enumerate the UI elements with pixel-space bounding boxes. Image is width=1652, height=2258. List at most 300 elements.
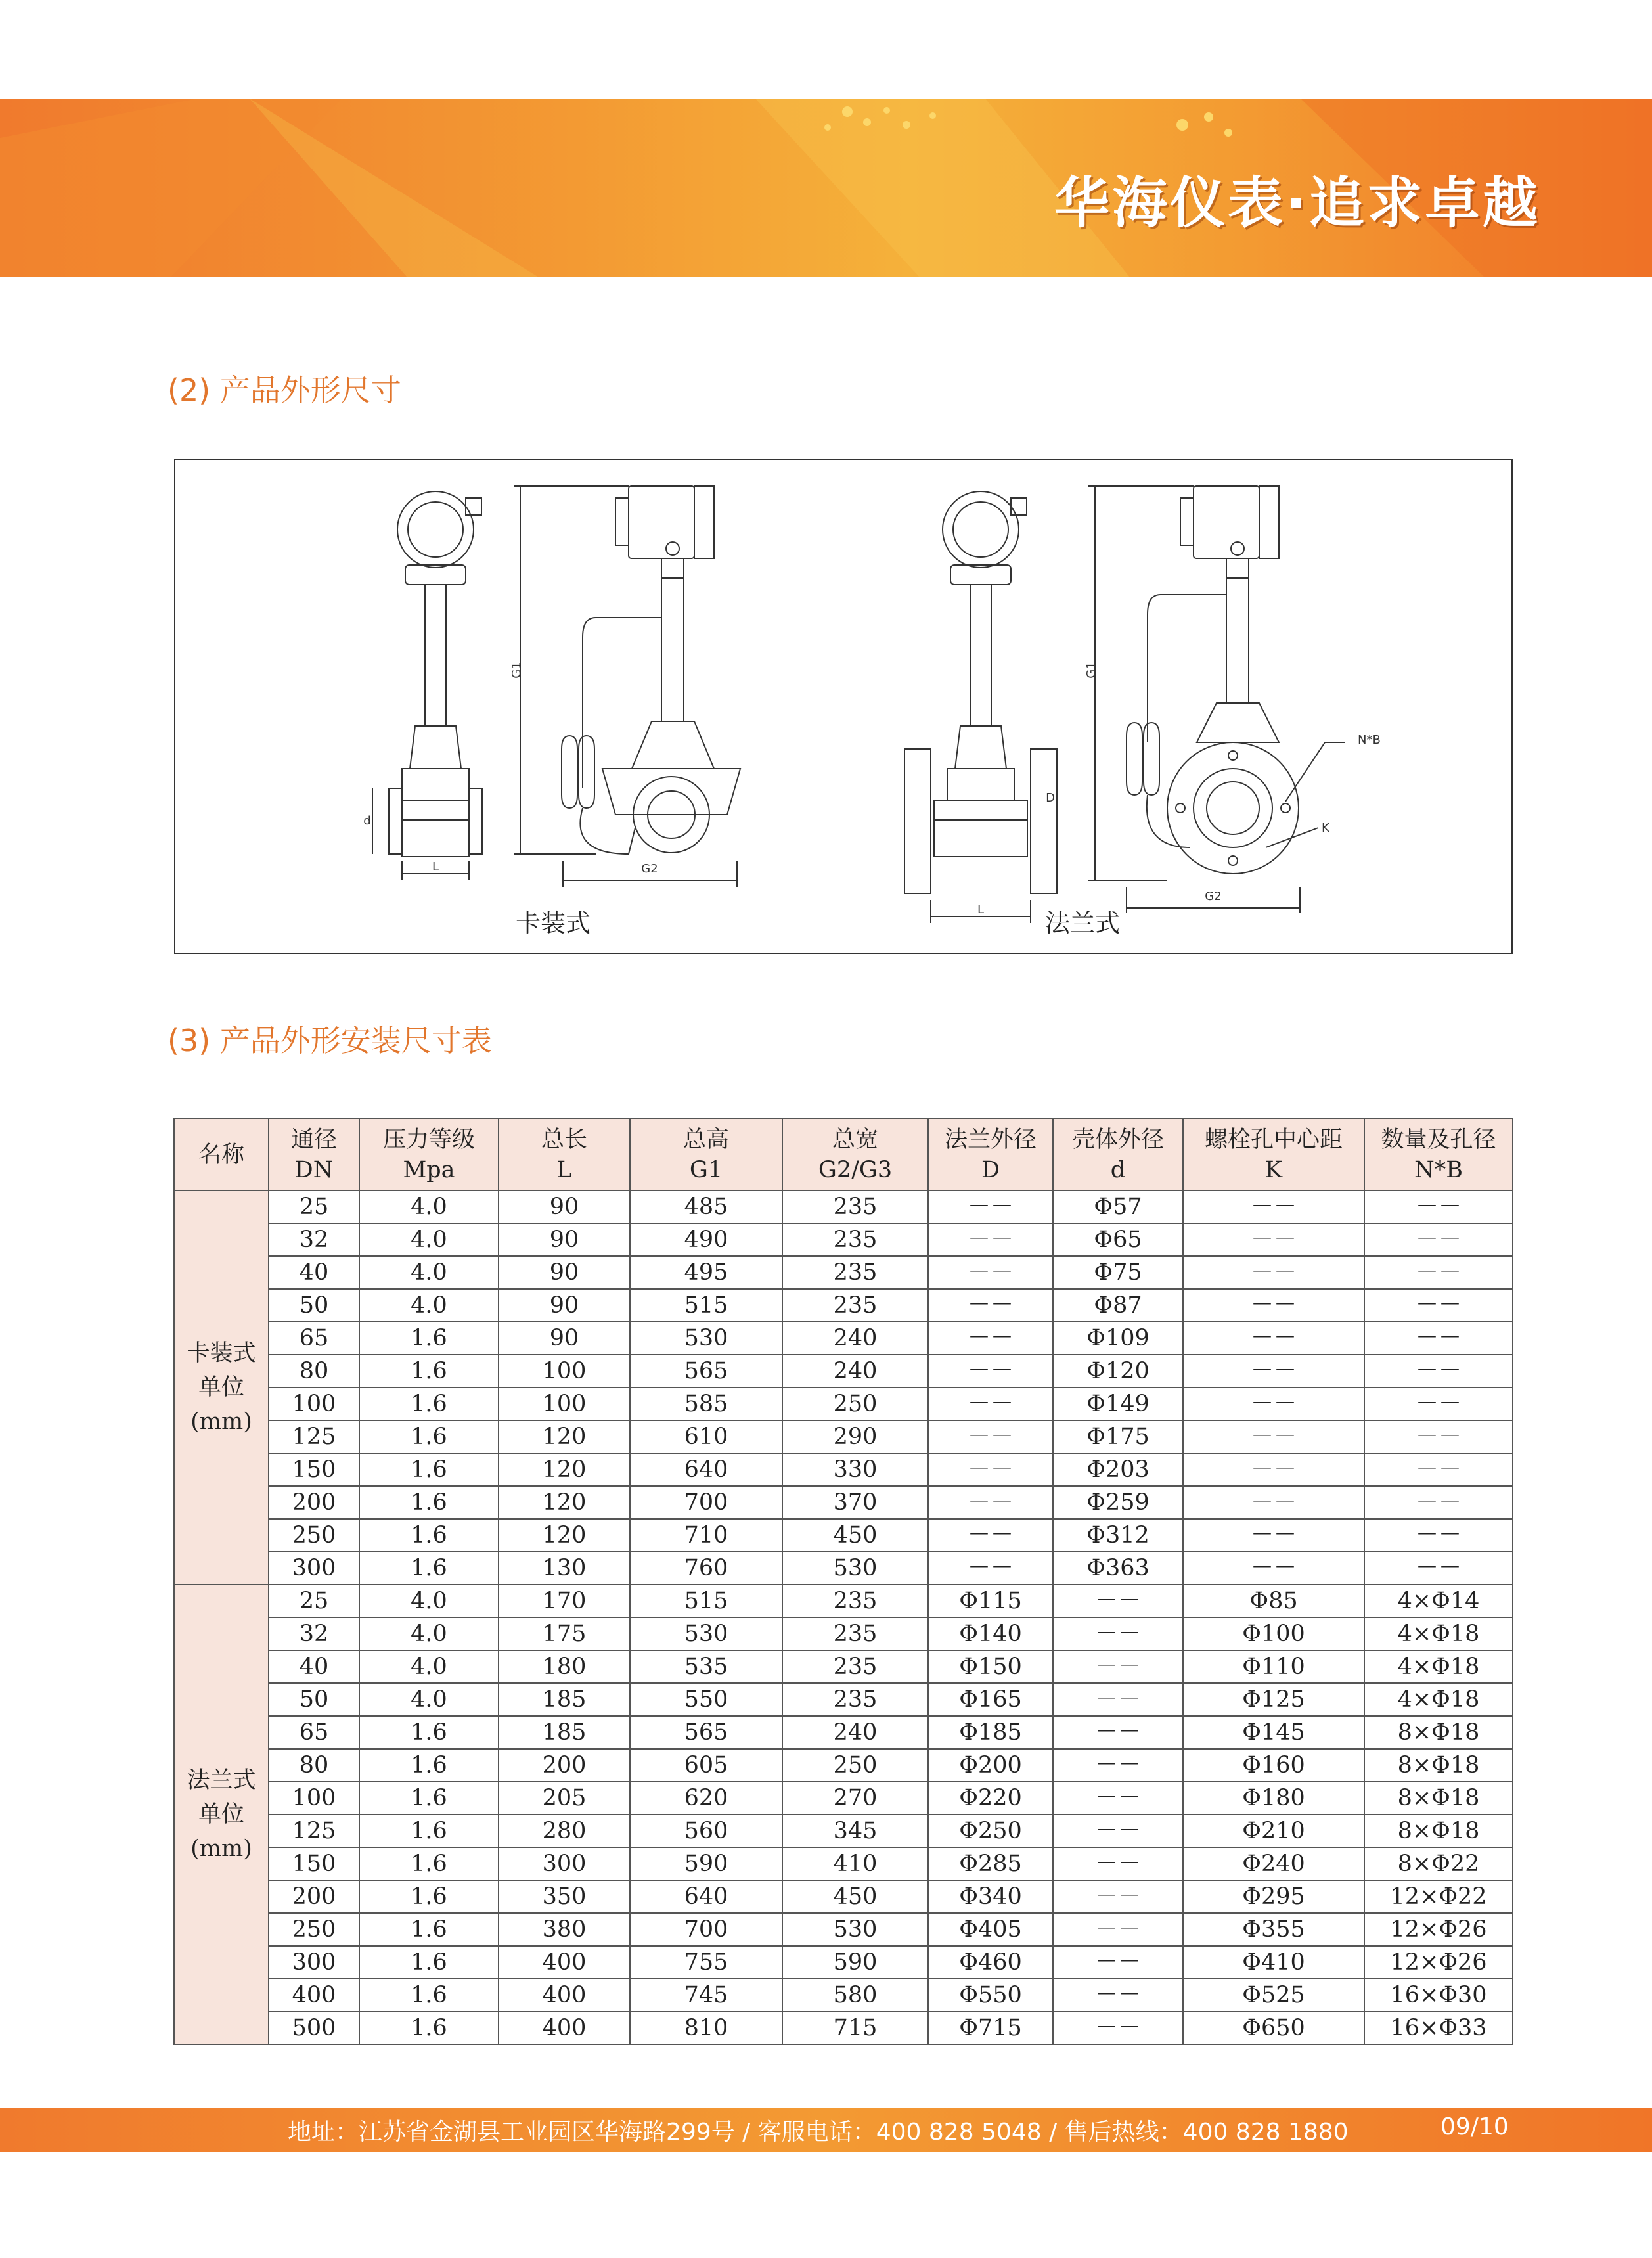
table-cell: 1.6 <box>359 1979 499 2012</box>
table-cell: －－ <box>1053 1946 1183 1979</box>
left-l-label: L <box>432 860 439 874</box>
table-cell: Φ110 <box>1183 1650 1364 1683</box>
table-row <box>174 1256 1513 1289</box>
section-title-install-table: (3) 产品外形安装尺寸表 <box>167 1023 492 1058</box>
table-cell: －－ <box>1364 1519 1513 1552</box>
table-cell: －－ <box>928 1322 1053 1355</box>
table-cell: Φ715 <box>928 2012 1053 2044</box>
table-cell: 4.0 <box>359 1190 499 1223</box>
table-cell: 200 <box>269 1880 359 1913</box>
table-cell: Φ240 <box>1183 1847 1364 1880</box>
table-cell: 495 <box>630 1256 782 1289</box>
table-cell: 180 <box>499 1650 630 1683</box>
table-cell: －－ <box>1053 1815 1183 1847</box>
table-cell: 32 <box>269 1223 359 1256</box>
table-row <box>174 1683 1513 1716</box>
table-cell: －－ <box>1183 1289 1364 1322</box>
table-cell: －－ <box>928 1256 1053 1289</box>
table-cell: Φ175 <box>1053 1420 1183 1453</box>
table-header-cell <box>782 1119 928 1190</box>
table-cell: Φ125 <box>1183 1683 1364 1716</box>
table-cell: 50 <box>269 1683 359 1716</box>
table-cell: Φ109 <box>1053 1322 1183 1355</box>
table-cell: －－ <box>1053 1650 1183 1683</box>
table-cell: 710 <box>630 1519 782 1552</box>
table-header-text: G1 <box>689 1156 723 1183</box>
table-cell: 185 <box>499 1683 630 1716</box>
table-cell: Φ165 <box>928 1683 1053 1716</box>
right-d-label: D <box>1046 791 1055 805</box>
table-cell: 760 <box>630 1552 782 1585</box>
table-row <box>174 1617 1513 1650</box>
left-g2-label: G2 <box>641 862 658 876</box>
table-cell: 565 <box>630 1716 782 1749</box>
table-cell: 1.6 <box>359 1420 499 1453</box>
table-cell: 1.6 <box>359 1815 499 1847</box>
table-cell: 250 <box>269 1913 359 1946</box>
left-d-label: d <box>363 814 371 828</box>
table-cell: －－ <box>1053 1683 1183 1716</box>
table-cell: Φ460 <box>928 1946 1053 1979</box>
table-cell: －－ <box>928 1552 1053 1585</box>
table-cell: 450 <box>782 1880 928 1913</box>
table-cell: 12×Φ26 <box>1364 1913 1513 1946</box>
table-cell: 400 <box>269 1979 359 2012</box>
group-label-line: 法兰式 <box>187 1767 256 1794</box>
table-cell: 90 <box>499 1322 630 1355</box>
table-cell: 235 <box>782 1683 928 1716</box>
table-header-text: N*B <box>1414 1156 1463 1183</box>
table-cell: 235 <box>782 1650 928 1683</box>
table-cell: 755 <box>630 1946 782 1979</box>
table-cell: －－ <box>1364 1223 1513 1256</box>
table-row <box>174 1355 1513 1388</box>
group-label-line: (mm) <box>190 1836 252 1862</box>
table-cell: －－ <box>1364 1552 1513 1585</box>
table-cell: 205 <box>499 1782 630 1815</box>
table-cell: 610 <box>630 1420 782 1453</box>
right-side-flange-circle <box>1167 742 1299 874</box>
table-cell: 90 <box>499 1256 630 1289</box>
table-header-cell <box>1053 1119 1183 1190</box>
table-cell: 1.6 <box>359 1355 499 1388</box>
table-row <box>174 1453 1513 1486</box>
table-cell: Φ120 <box>1053 1355 1183 1388</box>
table-cell: －－ <box>1183 1190 1364 1223</box>
table-header-text: 通径 <box>290 1126 337 1153</box>
table-header-text: K <box>1264 1156 1283 1183</box>
install-dimension-table <box>173 1118 1513 2045</box>
left-front-display-head <box>397 491 474 568</box>
right-g1-label: G1 <box>1084 662 1098 679</box>
table-cell: Φ203 <box>1053 1453 1183 1486</box>
table-header-text: 法兰外径 <box>944 1126 1037 1153</box>
table-cell: 4×Φ14 <box>1364 1585 1513 1617</box>
table-cell: 235 <box>782 1289 928 1322</box>
table-cell: 1.6 <box>359 1913 499 1946</box>
table-cell: 290 <box>782 1420 928 1453</box>
table-row <box>174 1223 1513 1256</box>
table-cell: 235 <box>782 1190 928 1223</box>
table-header-text: Mpa <box>403 1156 455 1183</box>
table-cell: Φ140 <box>928 1617 1053 1650</box>
table-cell: －－ <box>1183 1223 1364 1256</box>
table-cell: 40 <box>269 1256 359 1289</box>
table-header-cell <box>630 1119 782 1190</box>
left-side-housing <box>629 486 694 558</box>
table-cell: 100 <box>499 1388 630 1420</box>
table-cell: 12×Φ26 <box>1364 1946 1513 1979</box>
table-row <box>174 1946 1513 1979</box>
table-cell: 1.6 <box>359 1749 499 1782</box>
table-cell: 515 <box>630 1585 782 1617</box>
table-row <box>174 1782 1513 1815</box>
table-cell: 350 <box>499 1880 630 1913</box>
table-cell: －－ <box>1364 1420 1513 1453</box>
table-cell: －－ <box>1183 1519 1364 1552</box>
table-cell: －－ <box>928 1453 1053 1486</box>
table-header-cell <box>359 1119 499 1190</box>
table-cell: 500 <box>269 2012 359 2044</box>
table-cell: －－ <box>1183 1355 1364 1388</box>
table-cell: 550 <box>630 1683 782 1716</box>
header-slogan: 华海仪表·追求卓越 <box>1054 171 1540 235</box>
table-header-cell <box>174 1119 269 1190</box>
table-cell: 175 <box>499 1617 630 1650</box>
table-cell: 490 <box>630 1223 782 1256</box>
table-cell: 32 <box>269 1617 359 1650</box>
section-title-dimensions: (2) 产品外形尺寸 <box>167 373 401 408</box>
table-row <box>174 1420 1513 1453</box>
table-cell: －－ <box>1364 1322 1513 1355</box>
table-cell: －－ <box>1183 1256 1364 1289</box>
right-side-housing <box>1194 486 1259 558</box>
table-cell: 130 <box>499 1552 630 1585</box>
table-cell: 745 <box>630 1979 782 2012</box>
table-cell: Φ363 <box>1053 1552 1183 1585</box>
table-cell: 8×Φ18 <box>1364 1782 1513 1815</box>
table-row <box>174 1585 1513 1617</box>
table-cell: 4×Φ18 <box>1364 1683 1513 1716</box>
table-cell: 8×Φ18 <box>1364 1716 1513 1749</box>
table-cell: 530 <box>782 1552 928 1585</box>
table-cell: －－ <box>1364 1453 1513 1486</box>
table-cell: 25 <box>269 1190 359 1223</box>
table-header-text: G2/G3 <box>818 1156 893 1183</box>
table-cell: 235 <box>782 1585 928 1617</box>
right-front-display-head <box>943 491 1019 568</box>
table-cell: 300 <box>269 1552 359 1585</box>
table-cell: 170 <box>499 1585 630 1617</box>
table-cell: 585 <box>630 1388 782 1420</box>
table-row <box>174 1913 1513 1946</box>
table-cell: 565 <box>630 1355 782 1388</box>
right-nb-label: N*B <box>1358 733 1381 747</box>
flowmeter-drawings <box>175 460 1511 953</box>
table-cell: 120 <box>499 1519 630 1552</box>
table-cell: Φ180 <box>1183 1782 1364 1815</box>
table-cell: 125 <box>269 1815 359 1847</box>
table-cell: 1.6 <box>359 1716 499 1749</box>
table-cell: 1.6 <box>359 1946 499 1979</box>
table-cell: 1.6 <box>359 1322 499 1355</box>
table-cell: 4.0 <box>359 1223 499 1256</box>
table-cell: Φ259 <box>1053 1486 1183 1519</box>
table-cell: Φ87 <box>1053 1289 1183 1322</box>
table-cell: 185 <box>499 1716 630 1749</box>
table-cell: 410 <box>782 1847 928 1880</box>
table-cell: 640 <box>630 1453 782 1486</box>
table-cell: 530 <box>630 1322 782 1355</box>
table-cell: Φ295 <box>1183 1880 1364 1913</box>
table-row <box>174 1552 1513 1585</box>
table-cell: 240 <box>782 1355 928 1388</box>
right-front-stem <box>970 585 991 726</box>
footer-address: 地址：江苏省金湖县工业园区华海路299号 / 客服电话：400 828 5048 / 售后热线：400 828 1880 <box>288 2119 1349 2146</box>
table-cell: 450 <box>782 1519 928 1552</box>
table-cell: 370 <box>782 1486 928 1519</box>
table-header-cell <box>1183 1119 1364 1190</box>
table-cell: 150 <box>269 1453 359 1486</box>
table-cell: 4.0 <box>359 1256 499 1289</box>
table-row <box>174 1815 1513 1847</box>
table-cell: 40 <box>269 1650 359 1683</box>
table-cell: Φ355 <box>1183 1913 1364 1946</box>
table-cell: －－ <box>1183 1552 1364 1585</box>
dimension-drawing <box>174 459 1513 954</box>
group-label-line: 单位 <box>198 1374 244 1401</box>
table-cell: 400 <box>499 1946 630 1979</box>
table-cell: 1.6 <box>359 2012 499 2044</box>
table-row <box>174 1322 1513 1355</box>
table-cell: 300 <box>499 1847 630 1880</box>
table-cell: －－ <box>928 1223 1053 1256</box>
table-cell: 250 <box>269 1519 359 1552</box>
table-cell: 4.0 <box>359 1585 499 1617</box>
table-cell: Φ285 <box>928 1847 1053 1880</box>
table-row <box>174 1716 1513 1749</box>
table-header-text: DN <box>294 1156 334 1183</box>
table-cell: －－ <box>1053 1585 1183 1617</box>
table-cell: 200 <box>499 1749 630 1782</box>
table-header-text: 数量及孔径 <box>1381 1126 1496 1153</box>
table-cell: 1.6 <box>359 1782 499 1815</box>
table-cell: 4.0 <box>359 1683 499 1716</box>
table-row <box>174 2012 1513 2044</box>
table-cell: 1.6 <box>359 1453 499 1486</box>
table-row <box>174 1519 1513 1552</box>
table-cell: －－ <box>1053 2012 1183 2044</box>
table-cell: 8×Φ18 <box>1364 1749 1513 1782</box>
table-cell: 90 <box>499 1223 630 1256</box>
table-header-text: 总长 <box>541 1126 587 1153</box>
table-cell: 4×Φ18 <box>1364 1617 1513 1650</box>
table-cell: 300 <box>269 1946 359 1979</box>
table-header-cell <box>499 1119 630 1190</box>
table-cell: 1.6 <box>359 1388 499 1420</box>
table-cell: 1.6 <box>359 1552 499 1585</box>
table-cell: Φ57 <box>1053 1190 1183 1223</box>
table-cell: －－ <box>1183 1322 1364 1355</box>
table-cell: Φ160 <box>1183 1749 1364 1782</box>
table-cell: Φ250 <box>928 1815 1053 1847</box>
table-cell: 120 <box>499 1486 630 1519</box>
table-cell: Φ200 <box>928 1749 1053 1782</box>
page-number: 09/10 <box>1440 2113 1509 2140</box>
table-cell: 270 <box>782 1782 928 1815</box>
table-cell: 8×Φ22 <box>1364 1847 1513 1880</box>
table-cell: 580 <box>782 1979 928 2012</box>
table-cell: Φ115 <box>928 1585 1053 1617</box>
table-cell: 90 <box>499 1289 630 1322</box>
table-header-text: 名称 <box>198 1141 244 1168</box>
table-cell: 240 <box>782 1322 928 1355</box>
table-cell: 700 <box>630 1913 782 1946</box>
table-cell: 50 <box>269 1289 359 1322</box>
table-cell: 560 <box>630 1815 782 1847</box>
table-cell: 16×Φ33 <box>1364 2012 1513 2044</box>
left-g1-label: G1 <box>510 662 524 679</box>
footer-bar <box>0 2108 1652 2152</box>
table-cell: 8×Φ18 <box>1364 1815 1513 1847</box>
table-cell: －－ <box>1364 1256 1513 1289</box>
table-cell: 80 <box>269 1355 359 1388</box>
table-cell: －－ <box>1183 1420 1364 1453</box>
table-cell: 235 <box>782 1223 928 1256</box>
table-cell: 700 <box>630 1486 782 1519</box>
caption-flange-type: 法兰式 <box>1045 909 1121 937</box>
table-cell: Φ525 <box>1183 1979 1364 2012</box>
table-cell: 150 <box>269 1847 359 1880</box>
table-cell: －－ <box>1364 1190 1513 1223</box>
table-cell: －－ <box>928 1190 1053 1223</box>
table-cell: Φ550 <box>928 1979 1053 2012</box>
table-cell: 620 <box>630 1782 782 1815</box>
table-cell: 485 <box>630 1190 782 1223</box>
table-cell: 250 <box>782 1749 928 1782</box>
left-front-stem <box>425 585 446 726</box>
table-cell: 1.6 <box>359 1847 499 1880</box>
table-cell: 235 <box>782 1617 928 1650</box>
table-cell: 530 <box>630 1617 782 1650</box>
table-cell: 100 <box>269 1388 359 1420</box>
table-row <box>174 1289 1513 1322</box>
table-cell: －－ <box>928 1420 1053 1453</box>
table-cell: －－ <box>928 1289 1053 1322</box>
table-cell: Φ650 <box>1183 2012 1364 2044</box>
right-front-flange-right <box>1031 749 1057 893</box>
table-header-text: D <box>981 1156 1000 1183</box>
table-cell: －－ <box>1183 1388 1364 1420</box>
table-cell: 90 <box>499 1190 630 1223</box>
table-cell: Φ149 <box>1053 1388 1183 1420</box>
table-cell: －－ <box>1364 1289 1513 1322</box>
table-cell: 120 <box>499 1453 630 1486</box>
table-cell: －－ <box>1053 1979 1183 2012</box>
table-header-cell <box>269 1119 359 1190</box>
table-cell: 235 <box>782 1256 928 1289</box>
table-header-text: 螺栓孔中心距 <box>1204 1126 1343 1153</box>
table-cell: 1.6 <box>359 1486 499 1519</box>
table-cell: －－ <box>1183 1486 1364 1519</box>
caption-wafer-type: 卡装式 <box>516 909 591 937</box>
table-cell: 535 <box>630 1650 782 1683</box>
table-row <box>174 1486 1513 1519</box>
table-cell: －－ <box>1053 1880 1183 1913</box>
table-cell: 100 <box>499 1355 630 1388</box>
table-cell: －－ <box>1053 1617 1183 1650</box>
table-cell: 4.0 <box>359 1289 499 1322</box>
table-cell: －－ <box>1183 1453 1364 1486</box>
table-cell: Φ220 <box>928 1782 1053 1815</box>
table-cell: 240 <box>782 1716 928 1749</box>
table-cell: 810 <box>630 2012 782 2044</box>
right-front-flange-left <box>904 749 931 893</box>
table-cell: 530 <box>782 1913 928 1946</box>
table-cell: Φ145 <box>1183 1716 1364 1749</box>
table-cell: 80 <box>269 1749 359 1782</box>
table-cell: Φ65 <box>1053 1223 1183 1256</box>
table-cell: －－ <box>1053 1716 1183 1749</box>
table-cell: 65 <box>269 1322 359 1355</box>
table-cell: 4.0 <box>359 1650 499 1683</box>
table-header-text: 总宽 <box>832 1126 878 1153</box>
table-cell: Φ312 <box>1053 1519 1183 1552</box>
table-cell: 200 <box>269 1486 359 1519</box>
table-cell: 25 <box>269 1585 359 1617</box>
table-cell: 590 <box>630 1847 782 1880</box>
table-cell: Φ340 <box>928 1880 1053 1913</box>
table-cell: 280 <box>499 1815 630 1847</box>
table-header-text: 总高 <box>682 1126 729 1153</box>
group-label-line: (mm) <box>190 1409 252 1435</box>
table-cell: Φ410 <box>1183 1946 1364 1979</box>
table-row <box>174 1650 1513 1683</box>
table-cell: 400 <box>499 1979 630 2012</box>
table-header-text: d <box>1110 1156 1126 1183</box>
table-cell: 250 <box>782 1388 928 1420</box>
table-cell: 12×Φ22 <box>1364 1880 1513 1913</box>
table-cell: 100 <box>269 1782 359 1815</box>
table-group-label <box>174 1585 269 2044</box>
right-g2-label: G2 <box>1205 890 1222 903</box>
right-k-label: K <box>1322 821 1329 835</box>
table-cell: 4×Φ18 <box>1364 1650 1513 1683</box>
table-cell: Φ100 <box>1183 1617 1364 1650</box>
right-l-label: L <box>977 903 985 916</box>
table-cell: 380 <box>499 1913 630 1946</box>
table-cell: 125 <box>269 1420 359 1453</box>
table-row <box>174 1979 1513 2012</box>
table-cell: －－ <box>928 1355 1053 1388</box>
table-header-text: 压力等级 <box>382 1126 475 1153</box>
table-cell: Φ75 <box>1053 1256 1183 1289</box>
table-cell: 400 <box>499 2012 630 2044</box>
table-row <box>174 1388 1513 1420</box>
table-cell: Φ185 <box>928 1716 1053 1749</box>
table-cell: 16×Φ30 <box>1364 1979 1513 2012</box>
table-group-label <box>174 1190 269 1585</box>
table-header-text: L <box>556 1156 572 1183</box>
table-cell: 345 <box>782 1815 928 1847</box>
table-cell: 640 <box>630 1880 782 1913</box>
table-row <box>174 1880 1513 1913</box>
table-row <box>174 1847 1513 1880</box>
table-cell: 1.6 <box>359 1519 499 1552</box>
table-header-cell <box>1364 1119 1513 1190</box>
table-cell: －－ <box>1364 1486 1513 1519</box>
table-header-text: 壳体外径 <box>1071 1126 1164 1153</box>
